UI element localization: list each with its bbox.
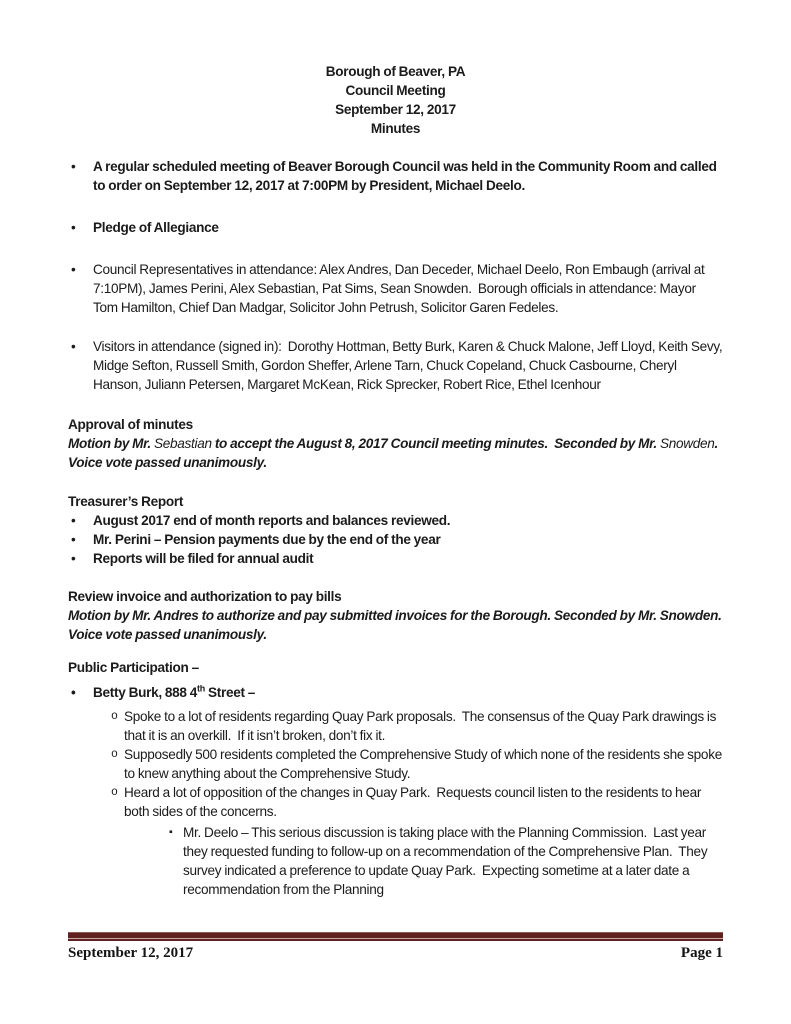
speaker-name-address: [93, 683, 723, 702]
list-item: [68, 511, 723, 530]
treasurer-bullet-text: Reports will be filed for annual audit: [93, 551, 314, 566]
footer-page-number: Page 1: [680, 945, 723, 961]
mover-name: Sebastian: [153, 436, 212, 451]
bullet-icon: •: [71, 339, 76, 354]
list-item-pledge: [68, 218, 723, 237]
bullet-icon: •: [71, 159, 76, 174]
list-item-point: [68, 707, 723, 745]
list-item-speaker: [68, 683, 723, 702]
council-representatives-text: Council Representatives in attendance: Alex Andres, Dan Deceder, Michael Deelo, Ron Embaugh (arrival at 7:10PM), James Perini, Alex Sebastian, Pat Sims, Sean Snowden. Borough officials in attendance: Mayor Tom Hamilton, Chief Dan Madgar, Solicitor John Petrush, Solicitor Garen Fedeles.: [93, 262, 708, 315]
list-item: [68, 549, 723, 568]
section-approval-of-minutes: [68, 415, 723, 472]
bullet-icon: •: [71, 220, 76, 235]
section-heading: Treasurer’s Report: [68, 494, 184, 509]
treasurer-bullet-text: August 2017 end of month reports and balances reviewed.: [93, 513, 451, 528]
section-heading: Review invoice and authorization to pay bills: [68, 589, 342, 604]
page-footer: [68, 932, 723, 963]
title-doc-type: Minutes: [370, 121, 421, 136]
section-heading: Public Participation –: [68, 660, 199, 675]
bullet-icon: •: [71, 685, 76, 700]
point-text: Spoke to a lot of residents regarding Quay Park proposals. The consensus of the Quay Park drawings is that it is an overkill. If it isn’t broken, don’t fix it.: [124, 709, 720, 743]
footer-date: September 12, 2017: [68, 945, 194, 961]
pledge-text: Pledge of Allegiance: [93, 220, 219, 235]
title-meeting-type: Council Meeting: [345, 83, 446, 98]
section-review-invoices: [68, 587, 723, 644]
list-item-council-representatives: [68, 260, 723, 317]
motion-segment: Motion by Mr.: [68, 436, 154, 451]
call-to-order-text: A regular scheduled meeting of Beaver Borough Council was held in the Community Room and called to order on September 12, 2017 at 7:00PM by President, Michael Deelo.: [93, 159, 720, 193]
bullet-icon: •: [71, 532, 76, 547]
response-text: Mr. Deelo – This serious discussion is taking place with the Planning Commission. Last year they requested funding to follow-up on a recommendation of the Comprehensive Plan. They survey indicated a preference to update Quay Park. Expecting sometime at a later date a recommendation from the Planning: [183, 825, 711, 897]
section-treasurers-report: [68, 492, 723, 568]
point-text: Heard a lot of opposition of the changes in Quay Park. Requests council listen to the residents to hear both sides of the concerns.: [124, 785, 705, 819]
square-bullet-icon: ▪: [169, 826, 173, 838]
circle-bullet-icon: o: [111, 748, 118, 761]
list-item-visitors: [68, 337, 726, 394]
bullet-icon: •: [71, 551, 76, 566]
section-heading: Approval of minutes: [68, 417, 193, 432]
speaker-text: Betty Burk, 888 4: [93, 685, 198, 700]
ordinal-superscript: th: [197, 683, 205, 694]
list-item-call-to-order: [68, 157, 723, 195]
section-public-participation: [68, 658, 726, 899]
motion-segment: . Voice vote passed unanimously.: [68, 436, 725, 470]
circle-bullet-icon: o: [111, 710, 118, 723]
list-item-point: [68, 783, 723, 821]
footer-rule: [68, 932, 723, 941]
list-item-response: [68, 823, 723, 899]
list-item: [68, 530, 723, 549]
bullet-icon: •: [71, 262, 76, 277]
seconder-name: Snowden: [659, 436, 715, 451]
point-text: Supposedly 500 residents completed the Comprehensive Study of which none of the residents she spoke to knew anything about the Comprehensive Study.: [124, 747, 726, 781]
bullet-icon: •: [71, 513, 76, 528]
circle-bullet-icon: o: [111, 786, 118, 799]
list-item-point: [68, 745, 726, 783]
document-body: [68, 62, 726, 899]
visitors-text: Visitors in attendance (signed in): Dorothy Hottman, Betty Burk, Karen & Chuck Malone, Jeff Lloyd, Keith Sevy, Midge Sefton, Russell Smith, Gordon Sheffer, Arlene Tarn, Chuck Copeland, Chuck Casbourne, Cheryl Hanson, Juliann Petersen, Margaret McKean, Rick Sprecker, Robert Rice, Ethel Icenhour: [93, 339, 726, 392]
title-meeting-date: September 12, 2017: [335, 102, 456, 117]
title-organization: Borough of Beaver, PA: [325, 64, 466, 79]
document-title-block: [68, 62, 723, 138]
motion-segment: to accept the August 8, 2017 Council meeting minutes. Seconded by Mr.: [211, 436, 660, 451]
footer-row: [68, 944, 723, 963]
treasurer-bullet-text: Mr. Perini – Pension payments due by the end of the year: [93, 532, 441, 547]
motion-text: Motion by Mr. Andres to authorize and pay submitted invoices for the Borough. Seconded by Mr. Snowden. Voice vote passed unanimously.: [68, 608, 725, 642]
motion-text: [68, 434, 723, 472]
speaker-text: Street –: [204, 685, 256, 700]
